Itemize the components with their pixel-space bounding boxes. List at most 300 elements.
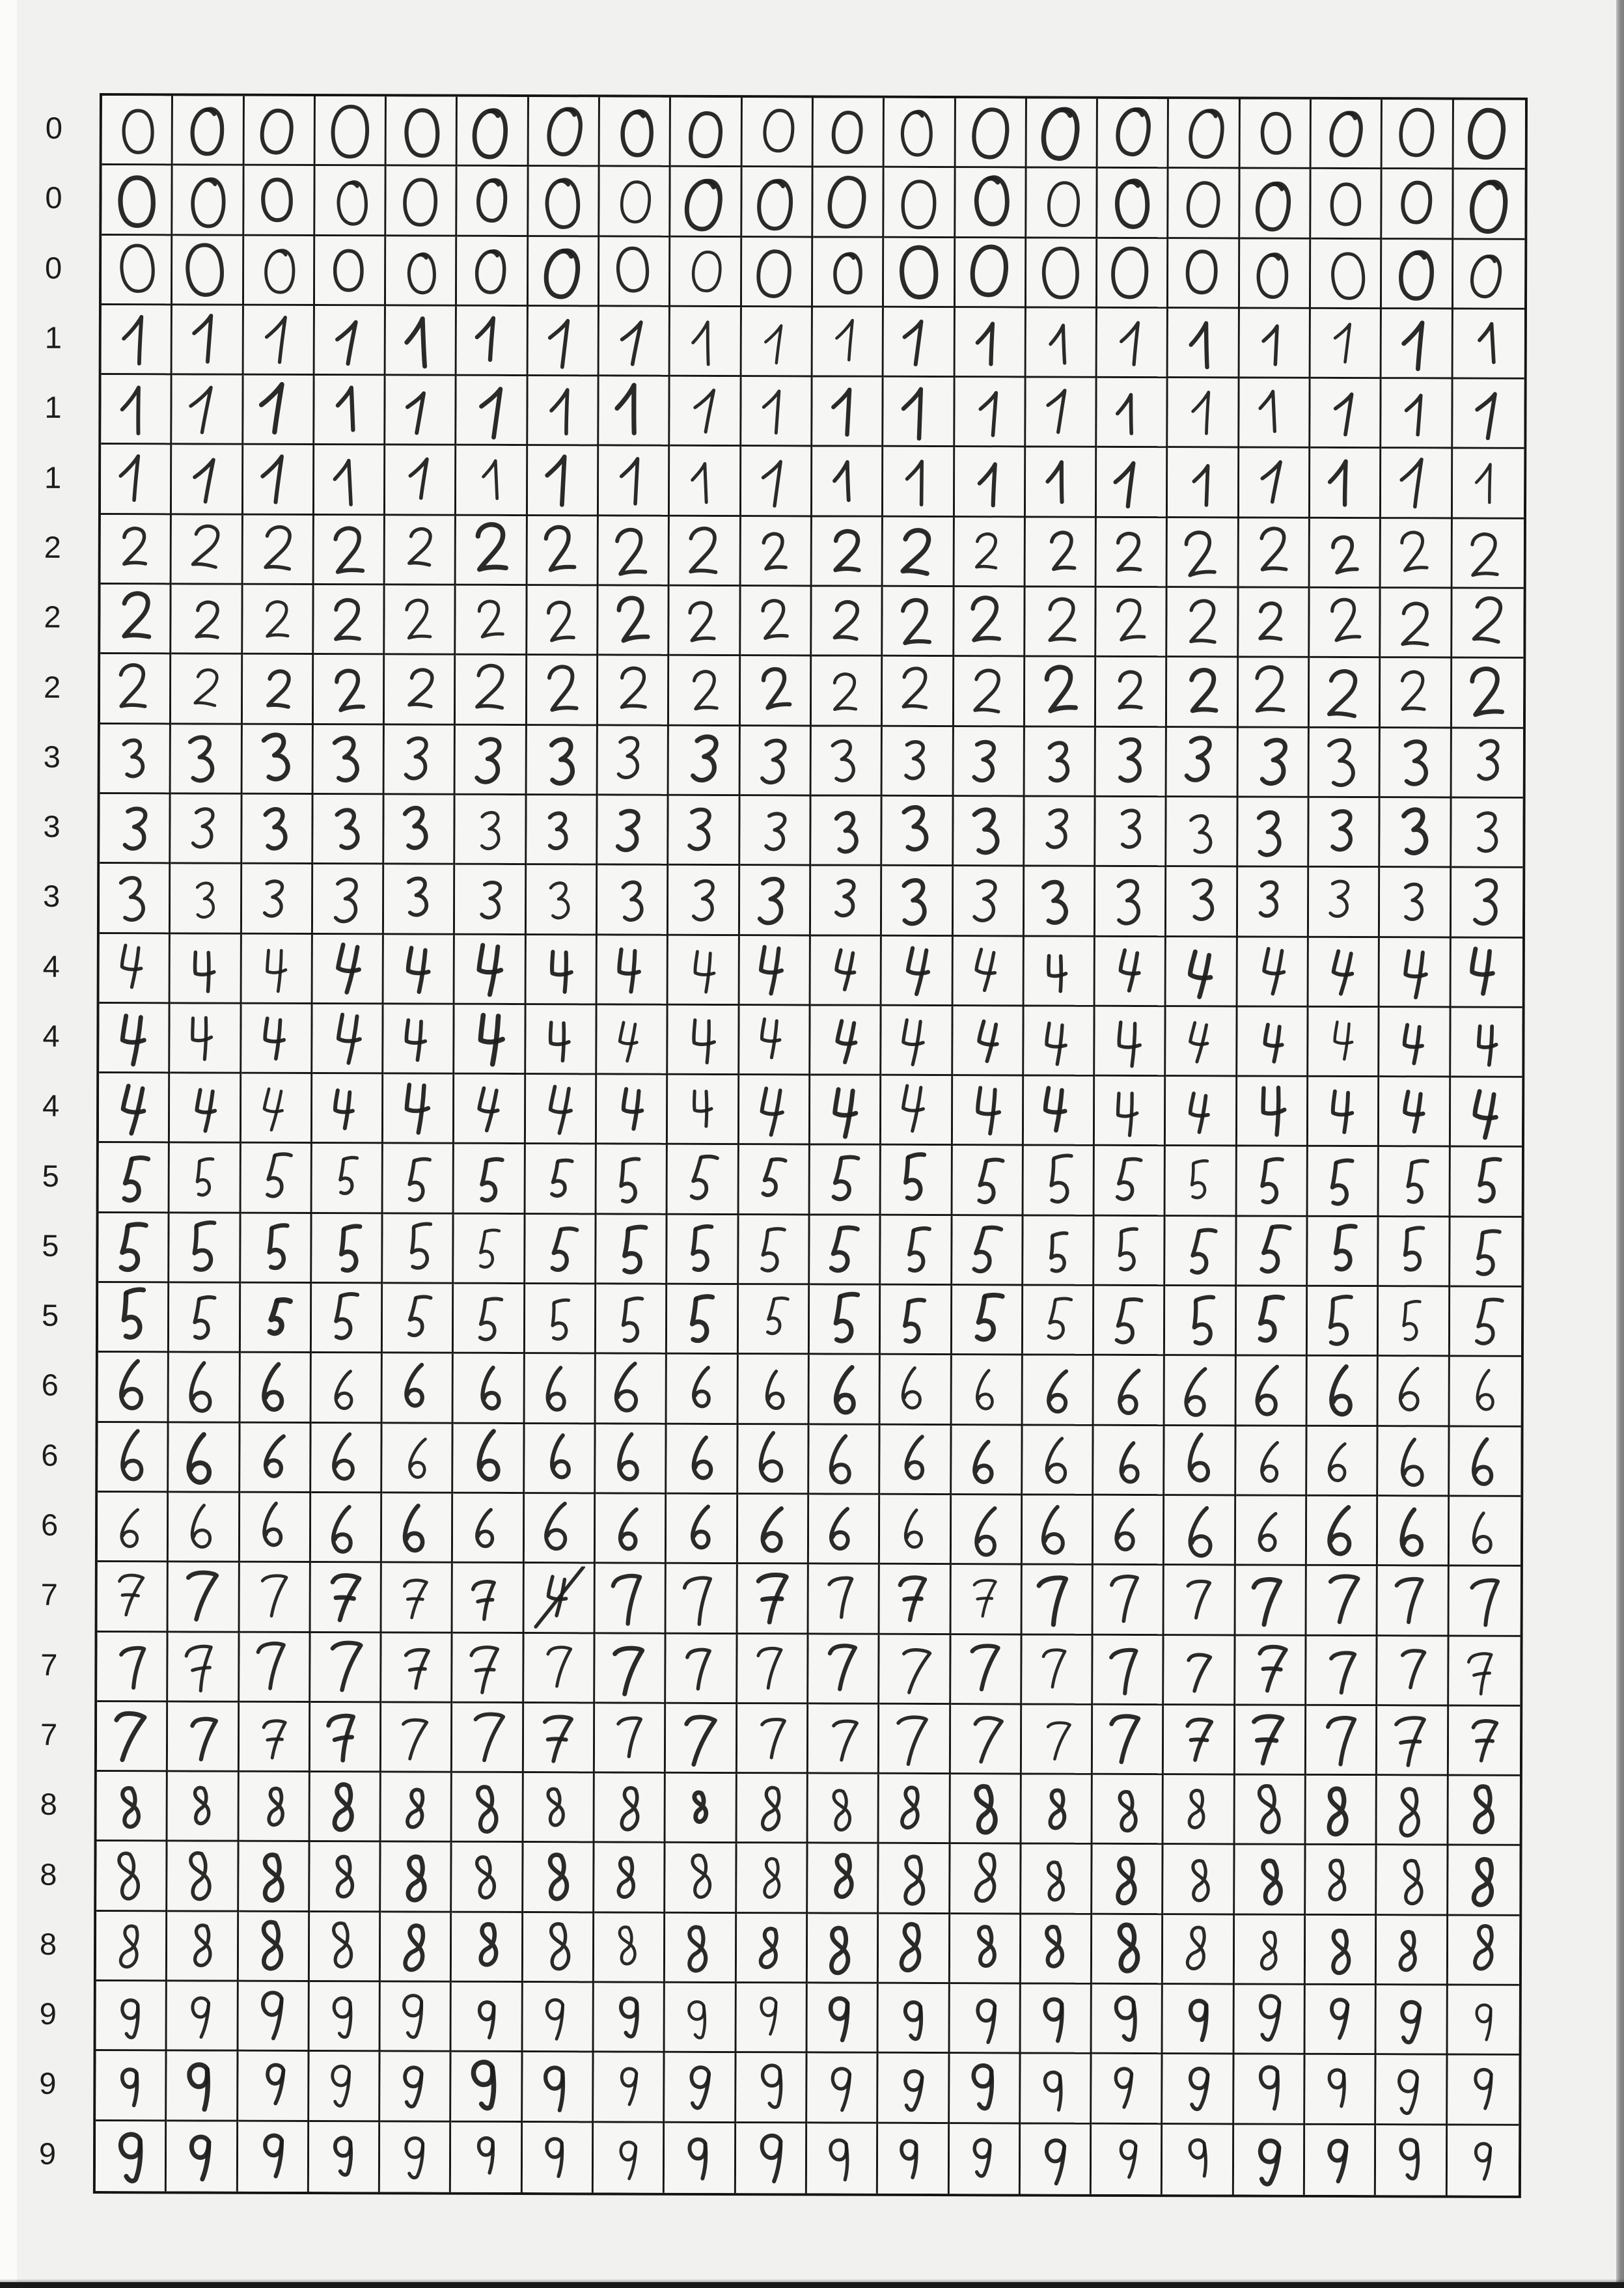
- handwritten-digit-2: [1384, 591, 1447, 654]
- digit-cell: [1308, 1077, 1380, 1148]
- handwritten-digit-2: [601, 659, 664, 721]
- digit-cell: [1237, 1147, 1308, 1217]
- handwritten-digit-2: [1171, 521, 1233, 583]
- handwritten-digit-5: [387, 1147, 449, 1209]
- digit-cell: [1308, 1008, 1380, 1078]
- digit-cell: [243, 515, 314, 585]
- handwritten-digit-7: [1310, 1709, 1372, 1771]
- handwritten-digit-6: [101, 1495, 163, 1558]
- handwritten-digit-5: [102, 1146, 165, 1209]
- handwritten-digit-0: [1172, 102, 1235, 164]
- handwritten-digit-7: [741, 1567, 803, 1629]
- handwritten-digit-2: [460, 519, 522, 581]
- handwritten-digit-2: [957, 660, 1020, 723]
- digit-cell: [1165, 1286, 1237, 1357]
- handwritten-digit-1: [958, 380, 1021, 443]
- digit-cell: [1307, 1496, 1379, 1567]
- handwritten-digit-3: [1456, 801, 1519, 864]
- digit-cell: [387, 96, 458, 167]
- digit-cell: [310, 1842, 381, 1912]
- digit-cell: [740, 796, 812, 866]
- handwritten-digit-3: [601, 868, 663, 931]
- handwritten-digit-4: [316, 937, 379, 1000]
- digit-cell: [1235, 1566, 1307, 1636]
- handwritten-digit-8: [171, 1775, 234, 1838]
- handwritten-digit-2: [103, 587, 166, 650]
- handwritten-digit-7: [883, 1637, 946, 1700]
- row-label: 0: [45, 180, 62, 215]
- handwritten-digit-8: [384, 1915, 447, 1978]
- handwritten-digit-5: [529, 1287, 591, 1349]
- digit-cell: [171, 864, 242, 935]
- handwritten-digit-7: [812, 1707, 874, 1769]
- digit-cell: [812, 587, 883, 657]
- handwritten-digit-4: [1170, 1010, 1232, 1072]
- digit-cell: [456, 446, 528, 516]
- handwritten-digit-1: [1101, 381, 1163, 443]
- handwritten-digit-3: [1099, 730, 1162, 793]
- digit-cell: [1021, 1914, 1093, 1985]
- handwritten-digit-7: [1239, 1569, 1301, 1631]
- digit-cell: [1025, 588, 1097, 658]
- digit-cell: [668, 935, 740, 1006]
- digit-cell: [1092, 2054, 1163, 2125]
- digit-cell: [168, 1772, 240, 1842]
- handwritten-digit-8: [1381, 1778, 1443, 1841]
- handwritten-digit-4: [1455, 941, 1518, 1003]
- digit-cell: [741, 656, 812, 726]
- handwritten-digit-3: [1099, 800, 1162, 862]
- digit-cell: [670, 517, 741, 587]
- handwritten-digit-6: [1026, 1498, 1088, 1561]
- digit-cell: [954, 517, 1026, 588]
- digit-cell: [952, 1286, 1023, 1356]
- handwritten-digit-9: [597, 2127, 659, 2189]
- handwritten-digit-0: [1172, 172, 1235, 234]
- handwritten-digit-0: [888, 101, 950, 163]
- handwritten-digit-7: [1310, 1639, 1372, 1702]
- digit-cell: [1239, 379, 1311, 449]
- handwritten-digit-5: [956, 1288, 1018, 1351]
- digit-cell: [385, 655, 456, 726]
- handwritten-digit-6: [1097, 1358, 1160, 1421]
- handwritten-digit-1: [532, 309, 594, 372]
- digit-cell: [1164, 1636, 1236, 1706]
- digit-cell: [453, 1494, 525, 1564]
- handwritten-digit-2: [530, 659, 593, 721]
- handwritten-digit-5: [884, 1288, 946, 1351]
- handwritten-digit-1: [1100, 450, 1163, 513]
- digit-cell: [810, 1215, 881, 1286]
- handwritten-digit-0: [603, 240, 665, 302]
- handwritten-digit-9: [313, 1985, 376, 2047]
- digit-cell: [455, 865, 527, 935]
- digit-cell: [169, 1563, 240, 1633]
- digit-cell: [737, 1914, 808, 1984]
- digit-cell: [1451, 1008, 1522, 1078]
- digit-cell: [1237, 1077, 1309, 1148]
- handwritten-digit-4: [814, 939, 877, 1001]
- digit-cell: [244, 166, 316, 236]
- digit-cell: [954, 797, 1025, 867]
- digit-cell: [100, 724, 172, 795]
- handwritten-digit-8: [1452, 1918, 1515, 1981]
- digit-cell: [1452, 589, 1524, 659]
- handwritten-digit-5: [599, 1217, 662, 1280]
- digit-cell: [807, 2123, 879, 2194]
- digit-cell: [528, 447, 599, 517]
- handwritten-digit-0: [532, 240, 594, 302]
- handwritten-digit-4: [671, 1078, 734, 1140]
- digit-cell: [949, 2124, 1021, 2194]
- handwritten-digit-2: [673, 519, 736, 582]
- digit-cell: [742, 98, 814, 168]
- handwritten-digit-6: [1026, 1358, 1089, 1421]
- digit-cell: [243, 306, 315, 376]
- handwritten-digit-9: [1309, 1988, 1371, 2050]
- handwritten-digit-1: [389, 379, 452, 441]
- digit-cell: [594, 2053, 665, 2123]
- handwritten-digit-8: [883, 1847, 945, 1909]
- digit-cell: [954, 727, 1025, 797]
- digit-cell: [1092, 2124, 1163, 2194]
- digit-cell: [523, 2052, 594, 2123]
- digit-cell: [102, 96, 174, 166]
- digit-cell: [1094, 1426, 1165, 1496]
- handwritten-digit-6: [1454, 1429, 1517, 1492]
- digit-cell: [594, 1983, 666, 2053]
- handwritten-digit-8: [1096, 1778, 1159, 1840]
- row-label: 2: [43, 669, 61, 704]
- digit-cell: [1095, 867, 1167, 937]
- handwritten-digit-6: [314, 1426, 377, 1489]
- handwritten-digit-4: [885, 1009, 948, 1071]
- digit-cell: [382, 1493, 454, 1564]
- handwritten-digit-4: [1170, 940, 1232, 1002]
- handwritten-digit-9: [739, 2056, 802, 2119]
- handwritten-digit-3: [174, 867, 236, 930]
- handwritten-digit-1: [175, 448, 238, 510]
- digit-cell: [167, 1981, 239, 2052]
- handwritten-digit-7: [669, 1707, 732, 1769]
- handwritten-digit-1: [460, 448, 523, 511]
- digit-cell: [1025, 727, 1096, 797]
- digit-cell: [167, 2052, 239, 2122]
- handwritten-digit-1: [673, 449, 736, 512]
- digit-cell: [1094, 1565, 1165, 1636]
- handwritten-digit-5: [244, 1286, 307, 1349]
- handwritten-digit-3: [814, 869, 877, 931]
- digit-cell: [594, 1843, 666, 1914]
- handwritten-digit-2: [887, 520, 949, 583]
- handwritten-digit-2: [1100, 521, 1163, 583]
- digit-cell: [167, 2121, 238, 2192]
- handwritten-digit-9: [455, 2055, 517, 2117]
- handwritten-digit-9: [1452, 1989, 1515, 2051]
- digit-cell: [238, 2121, 309, 2192]
- handwritten-digit-7: [172, 1635, 234, 1698]
- digit-cell: [314, 446, 386, 516]
- handwritten-digit-3: [1313, 731, 1375, 793]
- digit-cell: [808, 1774, 880, 1845]
- handwritten-digit-2: [246, 657, 309, 720]
- handwritten-digit-3: [1241, 801, 1304, 863]
- handwritten-digit-2: [1384, 521, 1447, 584]
- digit-cell: [528, 307, 599, 377]
- digit-cell: [737, 1704, 809, 1774]
- digit-cell: [950, 1774, 1022, 1845]
- handwritten-digit-3: [743, 729, 806, 792]
- handwritten-digit-4: [387, 1007, 450, 1069]
- handwritten-digit-1: [887, 450, 949, 512]
- digit-cell: [1234, 2125, 1306, 2195]
- digit-cell: [1097, 518, 1168, 588]
- handwritten-digit-6: [315, 1357, 378, 1419]
- digit-cell: [243, 655, 314, 725]
- handwritten-digit-1: [105, 308, 167, 370]
- digit-cell: [383, 1075, 455, 1145]
- handwritten-digit-5: [529, 1217, 591, 1280]
- handwritten-digit-8: [385, 1845, 447, 1908]
- handwritten-digit-3: [601, 799, 664, 861]
- handwritten-digit-7: [883, 1567, 946, 1630]
- row-label: 1: [44, 460, 62, 495]
- digit-cell: [312, 1144, 383, 1214]
- digit-cell: [312, 1074, 384, 1144]
- digit-cell: [99, 1143, 171, 1213]
- handwritten-digit-8: [1095, 1918, 1158, 1980]
- digit-cell: [1452, 868, 1523, 939]
- digit-cell: [384, 795, 456, 865]
- handwritten-digit-5: [173, 1216, 236, 1278]
- digit-cell: [385, 585, 456, 655]
- digit-cell: [312, 1004, 384, 1075]
- handwritten-digit-6: [243, 1496, 306, 1558]
- digit-cell: [667, 1634, 738, 1704]
- handwritten-digit-9: [739, 1986, 802, 2048]
- handwritten-digit-3: [103, 727, 166, 790]
- digit-cell: [1167, 797, 1239, 868]
- handwritten-digit-6: [457, 1496, 519, 1559]
- digit-cell: [952, 1216, 1024, 1286]
- digit-cell: [814, 98, 885, 168]
- digit-cell: [1094, 1286, 1166, 1357]
- handwritten-digit-0: [1386, 172, 1448, 235]
- handwritten-digit-4: [1383, 941, 1446, 1003]
- handwritten-digit-2: [246, 518, 309, 581]
- handwritten-digit-2: [389, 518, 451, 581]
- digit-cell: [670, 447, 741, 517]
- handwritten-digit-2: [460, 658, 522, 721]
- digit-cell: [100, 864, 171, 934]
- digit-cell: [1166, 867, 1238, 937]
- handwritten-digit-3: [530, 798, 592, 861]
- handwritten-digit-7: [101, 1565, 163, 1627]
- digit-cell: [383, 1354, 454, 1424]
- row-label: 3: [43, 739, 61, 774]
- digit-cell: [1025, 517, 1097, 588]
- handwritten-digit-1: [1243, 381, 1305, 444]
- handwritten-digit-0: [887, 241, 950, 303]
- digit-cell: [739, 1285, 810, 1355]
- digit-cell: [457, 307, 529, 377]
- digit-cell: [1453, 240, 1525, 310]
- handwritten-digit-6: [385, 1496, 448, 1558]
- handwritten-digit-1: [1314, 381, 1377, 444]
- handwritten-digit-3: [459, 728, 521, 791]
- handwritten-digit-4: [529, 1077, 592, 1140]
- handwritten-digit-1: [745, 450, 807, 512]
- digit-cell: [742, 238, 814, 308]
- digit-cell: [527, 795, 598, 866]
- digit-cell: [384, 865, 456, 935]
- handwritten-digit-0: [1101, 241, 1163, 304]
- digit-cell: [523, 1983, 594, 2053]
- handwritten-digit-7: [812, 1637, 874, 1700]
- digit-cell: [808, 1704, 880, 1774]
- digit-cell: [100, 585, 172, 655]
- handwritten-digit-9: [312, 2054, 375, 2117]
- digit-cell: [1380, 938, 1452, 1008]
- digit-cell: [452, 2052, 523, 2123]
- handwritten-digit-0: [674, 170, 737, 232]
- digit-cell: [742, 167, 814, 238]
- digit-cell: [1235, 1845, 1306, 1916]
- digit-cell: [98, 1423, 169, 1493]
- handwritten-digit-0: [603, 100, 666, 163]
- digit-cell: [668, 1145, 739, 1215]
- handwritten-digit-4: [103, 937, 165, 999]
- handwritten-digit-1: [176, 308, 238, 370]
- digit-cell: [736, 1983, 808, 2054]
- handwritten-digit-7: [741, 1637, 803, 1700]
- digit-cell: [882, 1006, 954, 1077]
- handwritten-digit-2: [1313, 661, 1375, 723]
- digit-cell: [879, 1984, 950, 2054]
- handwritten-digit-2: [602, 589, 665, 652]
- digit-cell: [1026, 308, 1097, 378]
- digit-cell: [98, 1283, 170, 1353]
- handwritten-digit-1: [318, 309, 381, 371]
- handwritten-digit-0: [247, 169, 310, 231]
- handwritten-digit-1: [318, 448, 380, 511]
- digit-cell: [1448, 1846, 1520, 1916]
- handwritten-digit-2: [887, 590, 949, 652]
- digit-cell: [312, 1214, 383, 1284]
- handwritten-digit-8: [171, 1845, 234, 1907]
- digit-cell: [456, 516, 528, 586]
- row-label: 8: [40, 1786, 57, 1822]
- digit-cell: [812, 447, 884, 517]
- handwritten-digit-0: [390, 100, 452, 162]
- handwritten-digit-5: [813, 1288, 875, 1351]
- handwritten-digit-2: [1028, 590, 1091, 653]
- handwritten-digit-3: [1170, 730, 1233, 793]
- digit-cell: [1307, 1426, 1379, 1496]
- handwritten-digit-8: [313, 1915, 376, 1978]
- digit-cell: [97, 1772, 169, 1842]
- digit-cell: [239, 1842, 310, 1912]
- digit-cell: [385, 725, 456, 795]
- handwritten-digit-1: [531, 449, 594, 512]
- handwritten-digit-5: [1455, 1220, 1517, 1282]
- handwritten-digit-2: [816, 519, 878, 582]
- digit-cell: [739, 1006, 811, 1076]
- digit-cell: [1453, 379, 1524, 450]
- handwritten-digit-8: [313, 1845, 376, 1908]
- digit-cell: [238, 1982, 310, 2052]
- digit-cell: [240, 1423, 312, 1493]
- handwritten-digit-3: [601, 728, 664, 791]
- digit-cell: [1095, 797, 1167, 868]
- digit-cell: [171, 794, 243, 864]
- handwritten-digit-6: [386, 1357, 448, 1419]
- row-label: 9: [39, 2066, 57, 2101]
- handwritten-digit-8: [527, 1846, 589, 1909]
- digit-cell: [1449, 1567, 1521, 1637]
- row-label: 4: [42, 948, 60, 984]
- handwritten-digit-3: [957, 870, 1019, 932]
- digit-cell: [1092, 1915, 1164, 1985]
- handwritten-digit-3: [1028, 870, 1090, 932]
- handwritten-digit-7: [741, 1707, 803, 1769]
- handwritten-digit-0: [1030, 102, 1093, 164]
- digit-cell: [668, 1006, 740, 1076]
- digit-cell: [1094, 1356, 1166, 1426]
- handwritten-digit-4: [1241, 1080, 1303, 1142]
- handwritten-digit-1: [603, 379, 665, 442]
- row-label: 0: [44, 250, 62, 285]
- digit-cell: [168, 1842, 240, 1912]
- digit-cell: [1381, 449, 1453, 519]
- digit-cell: [596, 1284, 668, 1355]
- handwritten-digit-3: [388, 728, 450, 790]
- handwritten-digit-3: [886, 730, 948, 792]
- handwritten-digit-7: [1097, 1568, 1159, 1631]
- handwritten-digit-3: [530, 728, 593, 791]
- handwritten-digit-7: [1026, 1568, 1088, 1631]
- handwritten-digit-8: [812, 1777, 874, 1840]
- handwritten-digit-2: [1313, 591, 1375, 654]
- digit-cell: [241, 934, 313, 1004]
- digit-cell: [1026, 448, 1097, 518]
- digit-grid: [93, 93, 1528, 2198]
- digit-cell: [172, 585, 243, 655]
- handwritten-digit-8: [1380, 1918, 1442, 1981]
- digit-cell: [1450, 1357, 1521, 1427]
- handwritten-digit-7: [1168, 1569, 1230, 1631]
- digit-cell: [883, 447, 955, 517]
- handwritten-digit-1: [389, 448, 451, 511]
- digit-cell: [314, 516, 386, 586]
- digit-cell: [454, 1214, 526, 1284]
- handwritten-digit-6: [529, 1357, 591, 1420]
- digit-cell: [1021, 2124, 1092, 2194]
- handwritten-digit-2: [672, 659, 735, 721]
- handwritten-digit-6: [599, 1496, 661, 1559]
- digit-cell: [100, 654, 172, 724]
- handwritten-digit-5: [1311, 1289, 1373, 1352]
- handwritten-digit-3: [1455, 871, 1518, 933]
- digit-cell: [596, 1215, 668, 1285]
- digit-cell: [526, 1075, 598, 1145]
- handwritten-digit-4: [956, 1079, 1019, 1141]
- digit-cell: [808, 1983, 879, 2054]
- handwritten-digit-1: [1029, 381, 1092, 443]
- digit-cell: [665, 1983, 737, 2054]
- digit-cell: [97, 1633, 169, 1703]
- handwritten-digit-0: [1101, 171, 1164, 234]
